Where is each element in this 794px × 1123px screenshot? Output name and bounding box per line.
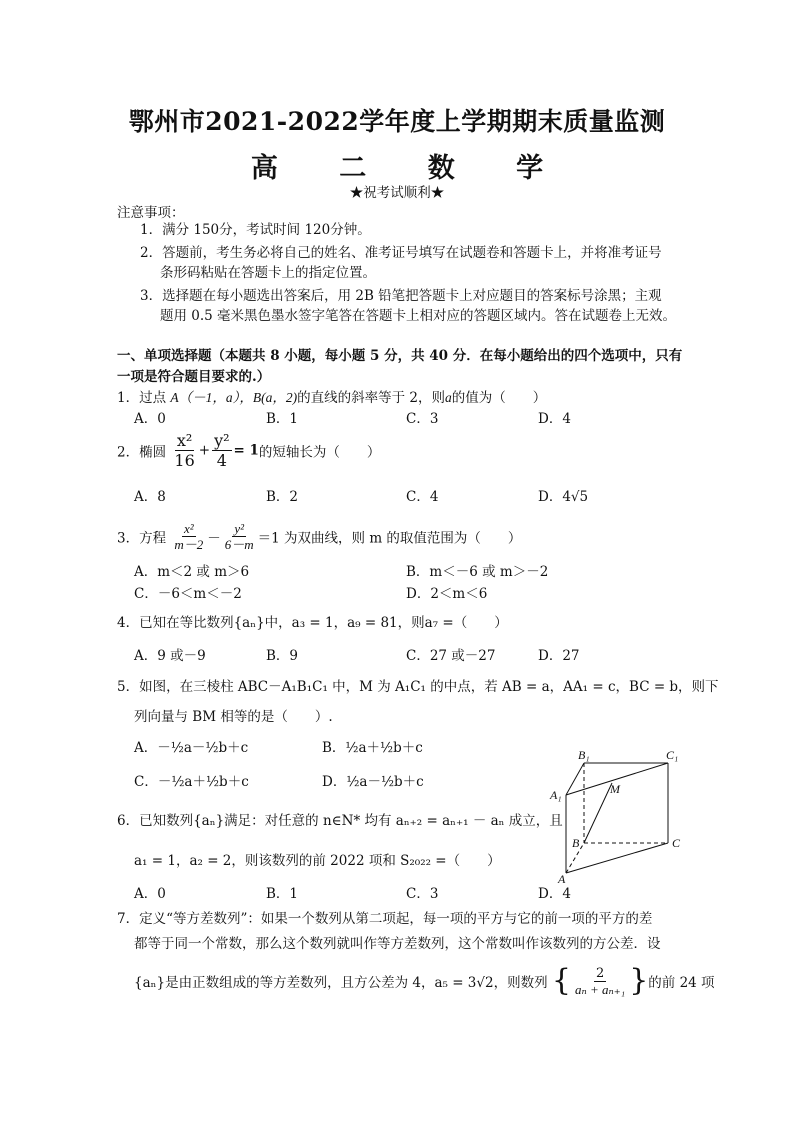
question-7-line2: 都等于同一个常数，那么这个数列就叫作等方差数列，这个常数叫作该数列的方公差．设 xyxy=(134,936,661,952)
note-item-2-cont: 条形码粘贴在答题卡上的指定位置。 xyxy=(160,265,376,281)
q5-option-d: D．½a－½b＋c xyxy=(322,774,424,790)
q7-line3a: {aₙ}是由正数组成的等方差数列，且方公差为 4，a₅ = 3√2，则数列 xyxy=(134,975,548,991)
q2-den2: 4 xyxy=(216,451,227,470)
q2-plus: + xyxy=(198,442,211,459)
q2-num2: y² xyxy=(214,431,230,450)
note-item-1: 1．满分 150分，考试时间 120分钟。 xyxy=(140,222,371,238)
q3-den2: 6－m xyxy=(224,537,254,552)
q1-option-c: C．3 xyxy=(406,411,439,427)
label-A: A xyxy=(558,872,566,885)
q4-option-d: D．27 xyxy=(538,648,580,664)
question-5-line2: 列向量与 BM 相等的是（ ）. xyxy=(134,709,333,725)
q2-prefix: 2．椭圆 xyxy=(117,444,167,461)
q3-fraction-1 xyxy=(172,521,205,552)
exam-title: 鄂州市2021-2022学年度上学期期末质量监测 xyxy=(128,107,666,136)
q4-option-c: C．27 或－27 xyxy=(406,648,496,664)
q3-minus: － xyxy=(207,530,221,547)
label-C: C xyxy=(672,836,681,850)
label-B: B xyxy=(572,836,580,850)
segment-BM xyxy=(584,783,612,843)
q6-option-a: A．0 xyxy=(134,886,166,902)
question-7-line3 xyxy=(134,964,715,998)
subject-title: 高 二 数 学 xyxy=(250,153,570,184)
question-2-stem xyxy=(117,431,380,470)
label-C1: C₁ xyxy=(666,748,679,762)
q5-option-a: A．－½a－½b＋c xyxy=(134,740,249,756)
q4-option-a: A．9 或－9 xyxy=(134,648,206,664)
note-item-3: 3．选择题在每小题选出答案后，用 2B 铅笔把答题卡上对应题目的答案标号涂黑；主观 xyxy=(140,288,662,304)
q3-den1: m－2 xyxy=(174,537,204,552)
q7-fraction xyxy=(573,966,627,997)
q2-eq: = 1 xyxy=(233,442,259,459)
q2-suffix: 的短轴长为（ ） xyxy=(258,444,381,461)
q2-fraction-1 xyxy=(172,431,196,470)
q7-frac-den: aₙ + aₙ₊₁ xyxy=(574,981,626,997)
q2-option-a: A．8 xyxy=(134,489,166,505)
q7-right-brace: } xyxy=(629,963,649,998)
question-6-line1: 6．已知数列{aₙ}满足：对任意的 n∈N* 均有 aₙ₊₂ = aₙ₊₁ － aₙ 成立，且 xyxy=(117,813,563,829)
q6-option-d: D．4 xyxy=(538,886,571,902)
q3-suffix: ＝1 为双曲线，则 m 的取值范围为（ ） xyxy=(257,530,522,547)
question-3-stem xyxy=(117,521,521,552)
q5-option-c: C．－½a＋½b＋c xyxy=(134,774,249,790)
q7-line3b: 的前 24 项 xyxy=(648,975,715,991)
q3-prefix: 3．方程 xyxy=(117,530,167,547)
q3-num2: y² xyxy=(234,521,245,536)
q3-option-d: D．2＜m＜6 xyxy=(406,586,488,602)
note-item-2: 2．答题前，考生务必将自己的姓名、准考证号填写在试题卷和答题卡上，并将准考证号 xyxy=(140,245,662,261)
label-M: M xyxy=(610,782,620,796)
q1-option-d: D．4 xyxy=(538,411,571,427)
q2-option-c: C．4 xyxy=(406,489,439,505)
q3-option-b: B．m＜－6 或 m＞－2 xyxy=(406,564,549,580)
q1-stem-e: 的值为（ ） xyxy=(451,390,547,406)
q4-option-b: B．9 xyxy=(266,648,299,664)
q2-den1: 16 xyxy=(174,451,195,470)
note-item-3-cont: 题用 0.5 毫米黑色墨水签字笔答在答题卡上相对应的答题区域内。答在试题卷上无效。 xyxy=(160,308,677,324)
q2-num1: x² xyxy=(176,431,193,450)
q1-option-b: B．1 xyxy=(266,411,299,427)
q1-option-a: A．0 xyxy=(134,411,166,427)
q1-points: A（－1，a），B(a，2) xyxy=(170,390,298,405)
question-4-stem: 4．已知在等比数列{aₙ}中，a₃ = 1，a₉ = 81，则a₇ =（ ） xyxy=(117,615,508,631)
label-A1: A₁ xyxy=(550,788,562,802)
q7-left-brace: { xyxy=(551,963,571,998)
q3-num1: x² xyxy=(184,521,194,536)
q2-option-b: B．2 xyxy=(266,489,299,505)
q6-option-c: C．3 xyxy=(406,886,439,902)
good-luck-line: ★祝考试顺利★ xyxy=(349,185,445,201)
q2-fraction-2 xyxy=(212,431,231,470)
q3-option-a: A．m＜2 或 m＞6 xyxy=(134,564,250,580)
q1-stem-c: 的直线的斜率等于 2，则 xyxy=(297,390,446,406)
section-heading-line1: 一、单项选择题（本题共 8 小题，每小题 5 分，共 40 分．在每小题给出的四个选项中，只有 xyxy=(117,348,683,364)
q5-option-b: B．½a＋½b＋c xyxy=(322,740,423,756)
notes-heading: 注意事项： xyxy=(117,205,185,221)
q3-option-c: C．－6＜m＜－2 xyxy=(134,586,242,602)
question-1-stem xyxy=(117,388,546,408)
q6-option-b: B．1 xyxy=(266,886,299,902)
q1-stem-a: 1．过点 xyxy=(117,390,171,406)
label-B1: B₁ xyxy=(578,748,590,762)
question-7-line1: 7．定义“等方差数列”：如果一个数列从第二项起，每一项的平方与它的前一项的平方的差 xyxy=(117,911,653,927)
section-heading-line2: 一项是符合题目要求的.） xyxy=(117,369,271,385)
q1-var-a: a xyxy=(445,390,452,405)
question-6-line2: a₁ = 1，a₂ = 2，则该数列的前 2022 项和 S₂₀₂₂ =（ ） xyxy=(134,853,501,869)
q2-option-d: D．4√5 xyxy=(538,489,589,505)
q7-frac-num: 2 xyxy=(595,965,605,981)
q3-fraction-2 xyxy=(223,521,256,552)
question-5-line1: 5．如图，在三棱柱 ABC－A₁B₁C₁ 中，M 为 A₁C₁ 的中点，若 AB = a，AA₁ = c，BC = b，则下 xyxy=(117,679,719,695)
